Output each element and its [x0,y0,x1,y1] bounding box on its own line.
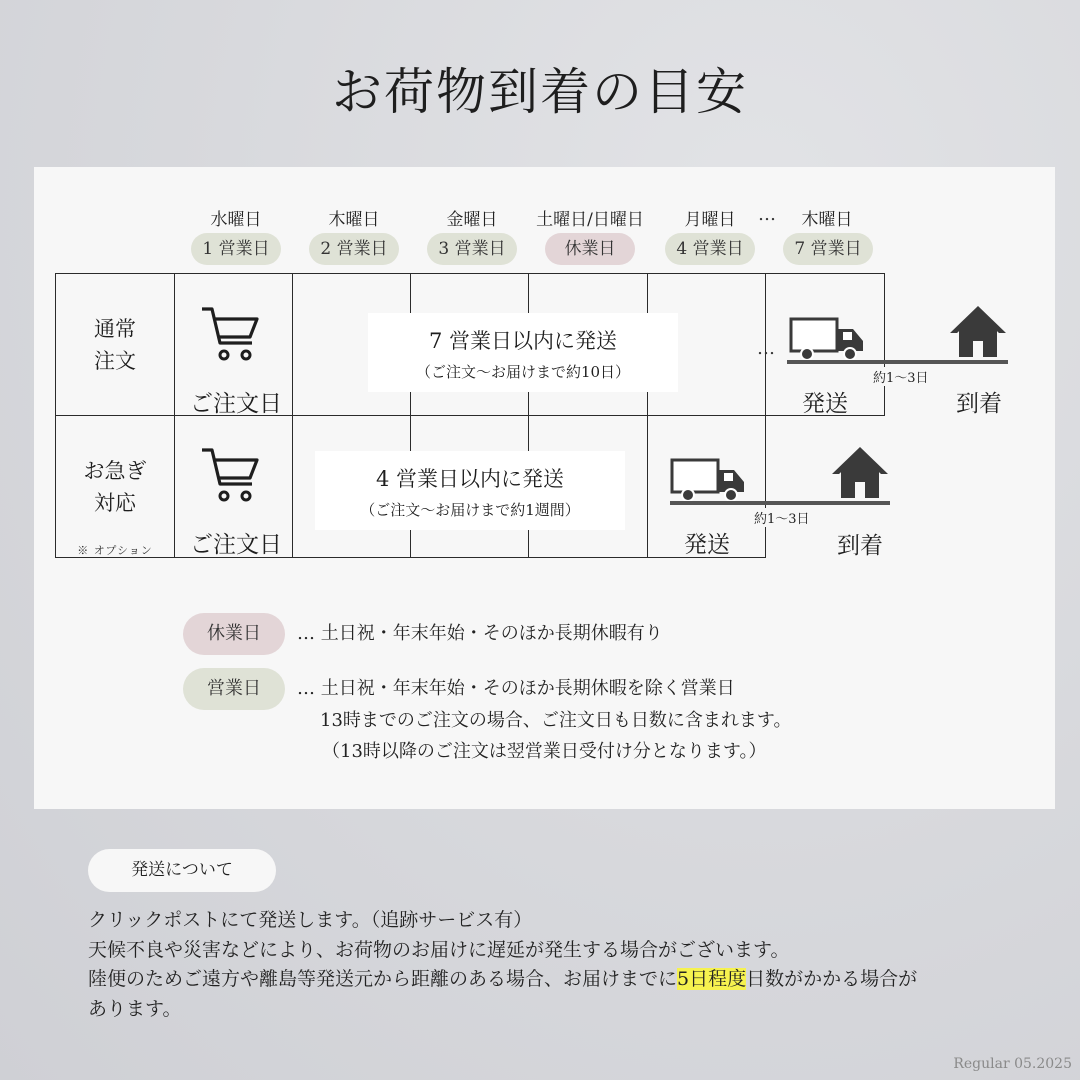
legend-business-desc: … 土日祝・年末年始・そのほか長期休暇を除く営業日 [297,678,735,699]
transit-bar [787,360,1008,364]
day-name: 土曜日/日曜日 [536,210,644,230]
about-line: 天候不良や災害などにより、お荷物のお届けに遅延が発生する場合がございます。 [88,938,790,961]
legend-business-note: （13時以降のご注文は翌営業日受付け分となります。） [322,741,767,762]
row-label-express [55,455,175,519]
business-day-pill: 4 営業日 [665,233,755,265]
day-name: 木曜日 [328,210,380,230]
transit-note: 約1〜3日 [750,508,814,527]
legend-holiday-pill: 休業日 [183,613,285,655]
shipping-message-sub: （ご注文〜お届けまで約1週間） [360,501,580,519]
legend-holiday-desc: … 土日祝・年末年始・そのほか長期休暇有り [297,623,663,644]
day-dots: … [758,204,776,225]
row-label-normal [55,313,175,377]
shopping-cart-icon [200,446,262,504]
shipping-message-main: 7 営業日以内に発送 [428,329,618,353]
shopping-cart-icon [200,305,262,363]
row-label-line: 対応 [94,491,136,515]
legend-business-pill: 営業日 [183,668,285,710]
highlight-days: 5日程度 [677,968,747,990]
delivery-truck-icon [789,317,869,363]
arrive-label: 到着 [956,391,1002,417]
holiday-pill: 休業日 [545,233,635,265]
day-name: 木曜日 [801,210,853,230]
ship-label: 発送 [684,532,730,558]
about-shipping-text [88,906,1048,1024]
page-title: お荷物到着の目安 [332,63,748,121]
shipping-message [315,451,625,530]
house-icon [947,303,1009,358]
arrive-label: 到着 [837,533,883,559]
version-label: Regular 05.2025 [953,1056,1072,1072]
shipping-message [368,313,678,392]
shipping-message-sub: （ご注文〜お届けまで約10日） [415,363,631,381]
about-line [88,965,1048,995]
shipping-message-main: 4 営業日以内に発送 [375,467,565,491]
row-label-line: 注文 [94,349,136,373]
transit-bar [670,501,890,505]
ship-label: 発送 [802,391,848,417]
business-day-pill: 2 営業日 [309,233,399,265]
row-dots: … [757,338,775,359]
option-note: ※ オプション [77,544,153,557]
row-label-line: お急ぎ [83,459,147,483]
business-day-pill: 3 営業日 [427,233,517,265]
delivery-truck-icon [670,458,750,504]
about-line-part: 陸便のためご遠方や離島等発送元から距離のある場合、お届けまでに [88,968,678,990]
business-day-pill: 7 営業日 [783,233,873,265]
row-label-line: 通常 [94,317,136,341]
order-day-label: ご注文日 [190,532,282,558]
order-day-label: ご注文日 [190,391,282,417]
business-day-pill: 1 営業日 [191,233,281,265]
house-icon [829,444,891,499]
about-line: クリックポストにて発送します。（追跡サービス有） [88,909,533,931]
day-name: 金曜日 [446,210,498,230]
day-name: 月曜日 [684,210,736,230]
legend-business-note: 13時までのご注文の場合、ご注文日も日数に含まれます。 [320,710,792,731]
about-line-part: 日数がかかる場合が [746,968,918,990]
day-name: 水曜日 [210,210,262,230]
transit-note: 約1〜3日 [869,367,933,386]
about-line: あります。 [88,997,182,1020]
about-shipping-pill: 発送について [88,849,276,892]
